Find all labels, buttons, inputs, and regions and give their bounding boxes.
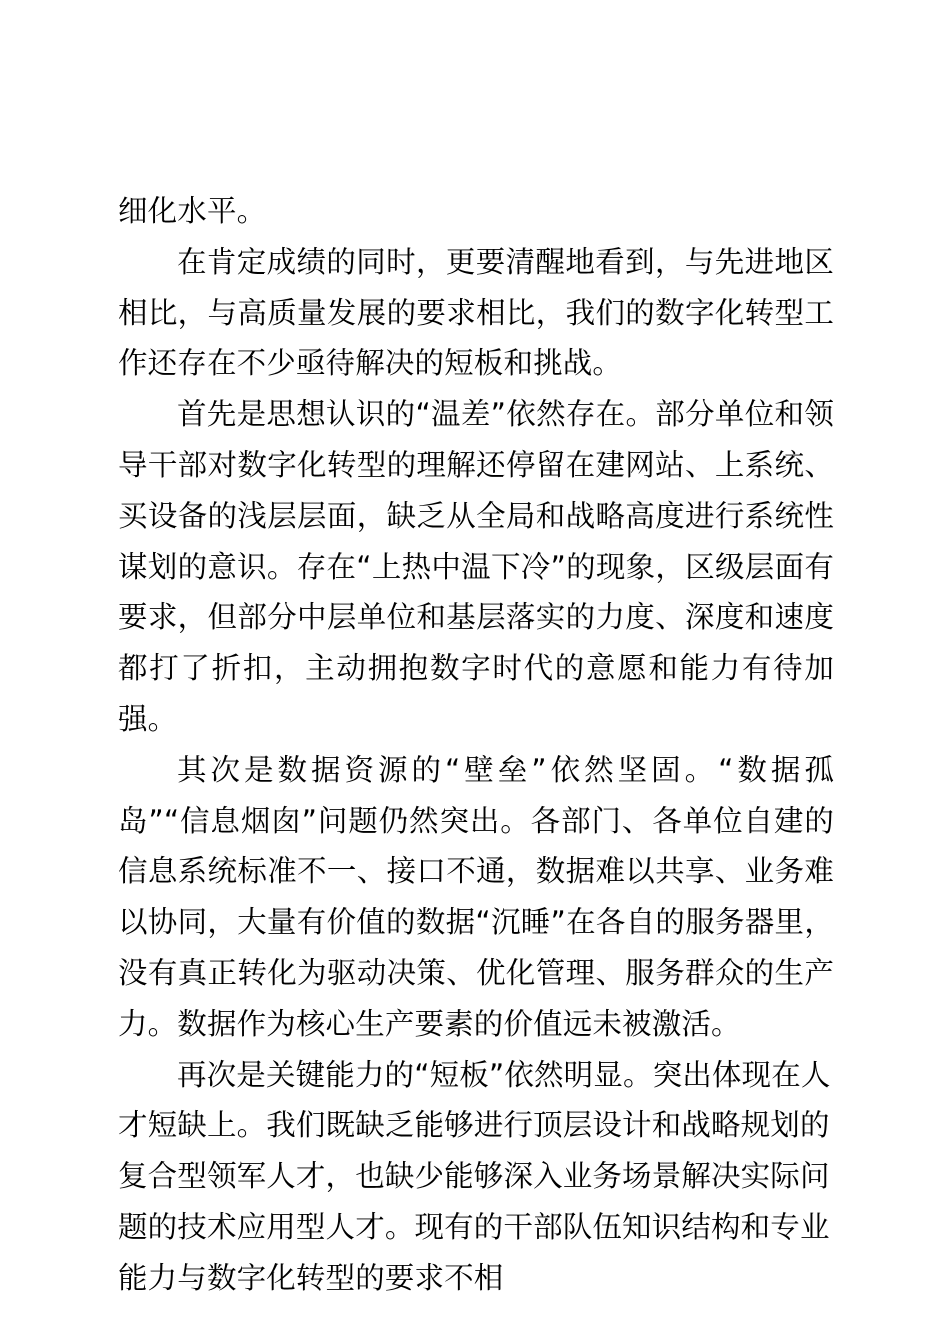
paragraph-continuation: 细化水平。 xyxy=(118,194,267,228)
paragraph-capability-shortfall: 再次是关键能力的“短板”依然明显。突出体现在人才短缺上。我们既缺乏能够进行顶层设计和战略规划的复合型领军人才，也缺少能够深入业务场景解决实际问题的技术应用型人才。现有的干部队伍知识结构和专业能力与数字化转型的要求不相 xyxy=(118,1057,831,1295)
paragraph-ideological-gap: 首先是思想认识的“温差”依然存在。部分单位和领导干部对数字化转型的理解还停留在建网站、上系统、买设备的浅层层面，缺乏从全局和战略高度进行系统性谋划的意识。存在“上热中温下冷”的现象，区级层面有要求，但部分中层单位和基层落实的力度、深度和速度都打了折扣，主动拥抱数字时代的意愿和能力有待加强。 xyxy=(118,397,834,736)
paragraph-data-barriers: 其次是数据资源的“壁垒”依然坚固。“数据孤岛”“信息烟囱”问题仍然突出。各部门、各单位自建的信息系统标准不一、接口不通，数据难以共享、业务难以协同，大量有价值的数据“沉睡”在各自的服务器里，没有真正转化为驱动决策、优化管理、服务群众的生产力。数据作为核心生产要素的价值远未被激活。 xyxy=(118,752,834,1041)
document-text-body xyxy=(118,186,834,1304)
paragraph-achievements-review: 在肯定成绩的同时，更要清醒地看到，与先进地区相比，与高质量发展的要求相比，我们的数字化转型工作还存在不少亟待解决的短板和挑战。 xyxy=(118,244,834,381)
